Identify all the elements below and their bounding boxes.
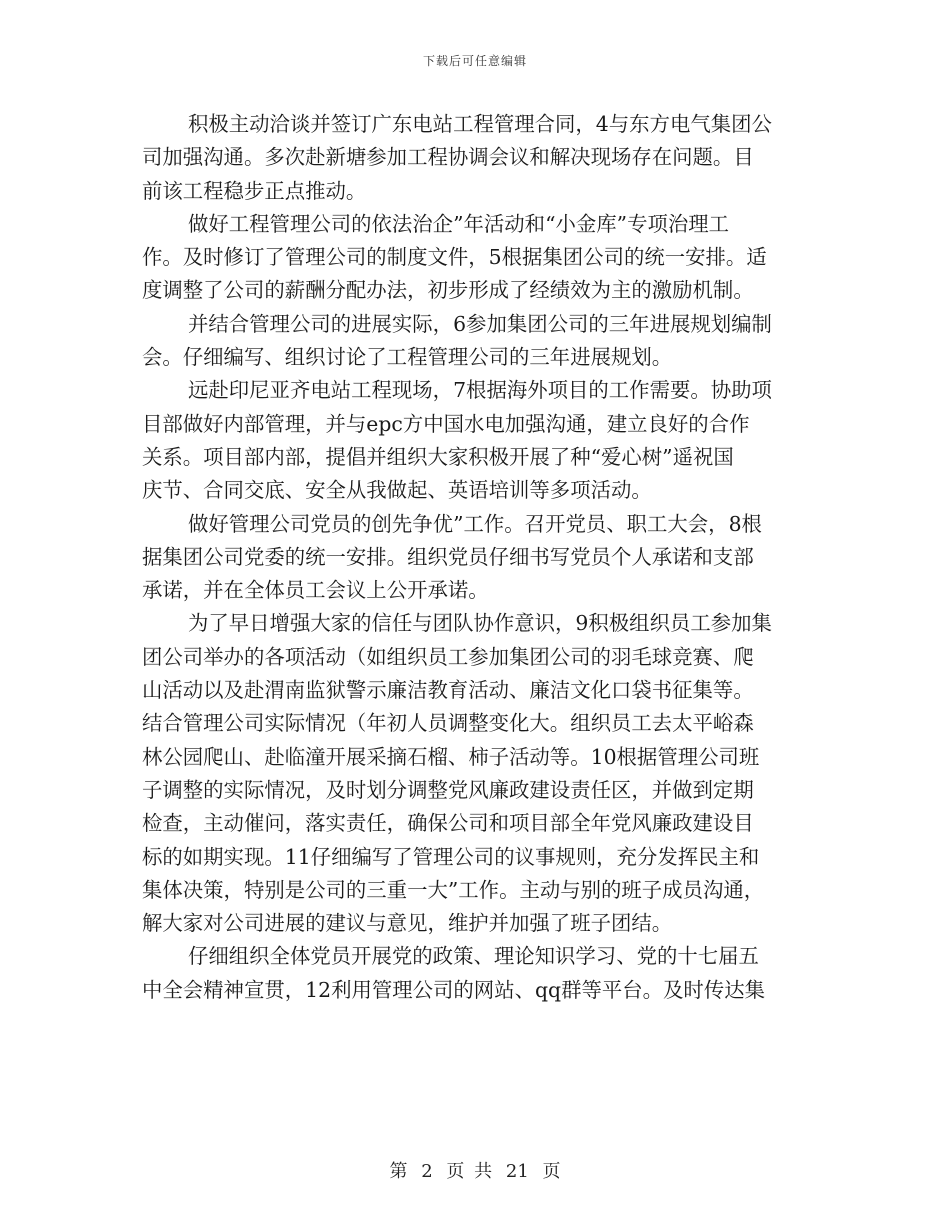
paragraph-line: 子调整的实际情况，及时划分调整党风廉政建设责任区，并做到定期	[142, 777, 754, 802]
paragraph-line: 关系。项目部内部，提倡并组织大家积极开展了种“爱心树”遥祝国	[142, 444, 734, 469]
paragraph-line: 仔细组织全体党员开展党的政策、理论知识学习、党的十七届五	[188, 944, 759, 969]
paragraph-line: 解大家对公司进展的建议与意见，维护并加强了班子团结。	[142, 911, 673, 936]
paragraph-line: 据集团公司党委的统一安排。组织党员仔细书写党员个人承诺和支部	[142, 544, 754, 569]
paragraph-line: 为了早日增强大家的信任与团队协作意识，9积极组织员工参加集	[188, 611, 772, 636]
paragraph-line: 积极主动洽谈并签订广东电站工程管理合同，4与东方电气集团公	[188, 112, 772, 136]
paragraph	[142, 508, 822, 608]
paragraph	[142, 374, 822, 507]
paragraph-line: 中全会精神宣贯，12利用管理公司的网站、qq群等平台。及时传达集	[142, 977, 765, 1002]
page-header: 下载后可任意编辑	[422, 54, 527, 68]
footer-prefix: 第	[389, 1161, 408, 1182]
paragraph-line: 标的如期实现。11仔细编写了管理公司的议事规则，充分发挥民主和	[142, 844, 760, 869]
paragraph-line: 度调整了公司的薪酬分配办法，初步形成了经绩效为主的激励机制。	[142, 278, 754, 303]
paragraph	[142, 607, 822, 940]
footer-suffix: 页	[542, 1161, 561, 1182]
paragraph-line: 集体决策，特别是公司的三重一大”工作。主动与别的班子成员沟通，	[142, 877, 765, 902]
paragraph-line: 承诺，并在全体员工会议上公开承诺。	[142, 578, 489, 603]
paragraph-line: 会。仔细编写、组织讨论了工程管理公司的三年进展规划。	[142, 345, 673, 370]
footer-total-pages: 21	[505, 1161, 529, 1182]
paragraph	[142, 108, 822, 208]
paragraph	[142, 308, 822, 375]
paragraph-line: 前该工程稳步正点推动。	[142, 178, 367, 203]
paragraph-line: 庆节、合同交底、安全从我做起、英语培训等多项活动。	[142, 478, 652, 503]
paragraph-line: 并结合管理公司的进展实际，6参加集团公司的三年进展规划编制	[188, 311, 772, 336]
page-footer	[0, 1157, 950, 1183]
paragraph	[142, 208, 822, 308]
paragraph-line: 团公司举办的各项活动（如组织员工参加集团公司的羽毛球竞赛、爬	[142, 644, 754, 669]
paragraph-line: 司加强沟通。多次赴新塘参加工程协调会议和解决现场存在问题。目	[142, 145, 754, 170]
paragraph-line: 做好工程管理公司的依法治企”年活动和“小金库”专项治理工	[188, 211, 730, 236]
footer-middle: 页 共	[446, 1161, 493, 1182]
paragraph-line: 结合管理公司实际情况（年初人员调整变化大。组织员工去太平峪森	[142, 711, 754, 736]
paragraph-line: 做好管理公司党员的创先争优”工作。召开党员、职工大会，8根	[188, 511, 762, 536]
document-body	[142, 108, 822, 1007]
paragraph-line: 目部做好内部管理，并与epc方中国水电加强沟通，建立良好的合作	[142, 411, 750, 436]
paragraph-line: 山活动以及赴渭南监狱警示廉洁教育活动、廉洁文化口袋书征集等。	[142, 678, 754, 703]
footer-page-number: 2	[421, 1161, 433, 1182]
paragraph	[142, 940, 822, 1007]
paragraph-line: 远赴印尼亚齐电站工程现场，7根据海外项目的工作需要。协助项	[188, 378, 772, 403]
paragraph-line: 作。及时修订了管理公司的制度文件，5根据集团公司的统一安排。适	[142, 245, 767, 270]
paragraph-line: 林公园爬山、赴临潼开展采摘石榴、柿子活动等。10根据管理公司班	[142, 744, 760, 769]
paragraph-line: 检查，主动催问，落实责任，确保公司和项目部全年党风廉政建设目	[142, 811, 754, 836]
